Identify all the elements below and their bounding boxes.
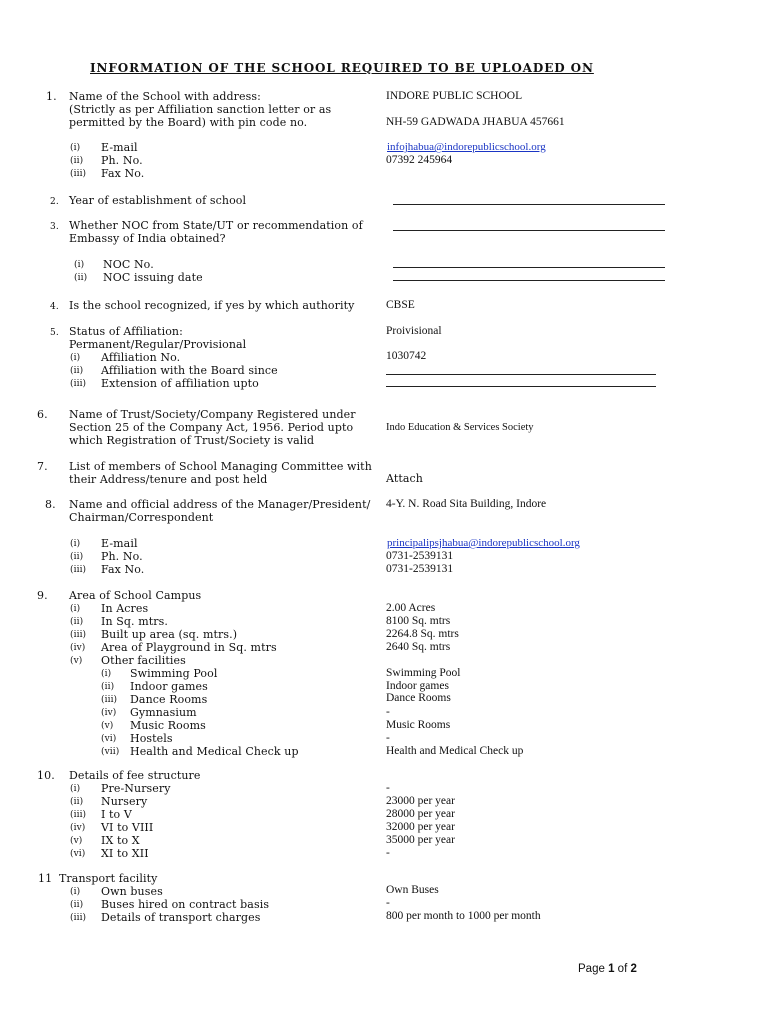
roman-numeral: (ii) <box>74 273 88 283</box>
field-label: permitted by the Board) with pin code no. <box>69 116 308 129</box>
facility-value: Swimming Pool <box>386 667 461 679</box>
roman-numeral: (iii) <box>101 695 118 705</box>
facility-value: Dance Rooms <box>386 692 451 704</box>
fee-value: 32000 per year <box>386 821 455 833</box>
blank-line <box>393 204 665 205</box>
page-word: Page <box>578 963 605 975</box>
facility-label: Health and Medical Check up <box>130 745 299 758</box>
roman-numeral: (iii) <box>70 630 87 640</box>
fee-value: 23000 per year <box>386 795 455 807</box>
affiliation-status-value: Proivisional <box>386 325 442 337</box>
field-label: Ph. No. <box>101 154 143 167</box>
roman-numeral: (i) <box>70 784 81 794</box>
item-number: 11 <box>38 872 53 885</box>
campus-area-value: 2640 Sq. mtrs <box>386 641 451 653</box>
roman-numeral: (iv) <box>101 708 117 718</box>
roman-numeral: (ii) <box>101 682 115 692</box>
current-page: 1 <box>608 963 615 975</box>
field-label: Whether NOC from State/UT or recommendation of <box>69 219 363 232</box>
fee-value: 35000 per year <box>386 834 455 846</box>
fee-class-label: I to V <box>101 808 132 821</box>
field-label: In Acres <box>101 602 149 615</box>
roman-numeral: (vi) <box>101 734 117 744</box>
field-label: Area of Playground in Sq. mtrs <box>101 641 277 654</box>
school-address-value: NH-59 GADWADA JHABUA 457661 <box>386 116 565 128</box>
roman-numeral: (ii) <box>70 797 84 807</box>
fee-class-label: Pre-Nursery <box>101 782 171 795</box>
committee-list-value: Attach <box>386 472 423 485</box>
roman-numeral: (ii) <box>70 156 84 166</box>
field-label: Embassy of India obtained? <box>69 232 226 245</box>
field-label: Name of the School with address: <box>69 90 261 103</box>
facility-value: - <box>386 732 390 744</box>
roman-numeral: (v) <box>101 721 114 731</box>
item-number: 10. <box>37 769 55 782</box>
roman-numeral: (i) <box>74 260 85 270</box>
item-number: 7. <box>37 460 48 473</box>
roman-numeral: (i) <box>70 143 81 153</box>
fee-value: 28000 per year <box>386 808 455 820</box>
field-label: List of members of School Managing Committee with <box>69 460 372 473</box>
fee-value: - <box>386 847 390 859</box>
item-number: 2. <box>50 197 59 207</box>
field-label: (Strictly as per Affiliation sanction letter or as <box>69 103 332 116</box>
field-label: Fax No. <box>101 563 145 576</box>
roman-numeral: (ii) <box>70 900 84 910</box>
fee-class-label: Nursery <box>101 795 148 808</box>
fee-value: - <box>386 782 390 794</box>
recognition-authority-value: CBSE <box>386 299 415 311</box>
field-label: Buses hired on contract basis <box>101 898 270 911</box>
field-label: Own buses <box>101 885 163 898</box>
fee-class-label: XI to XII <box>101 847 149 860</box>
total-pages: 2 <box>630 963 637 975</box>
roman-numeral: (i) <box>70 604 81 614</box>
school-phone-value: 07392 245964 <box>386 154 453 166</box>
manager-phone-value: 0731-2539131 <box>386 550 454 562</box>
field-label: Area of School Campus <box>69 589 202 602</box>
fee-class-label: VI to VIII <box>101 821 154 834</box>
roman-numeral: (vii) <box>101 747 120 757</box>
roman-numeral: (iii) <box>70 913 87 923</box>
page-number <box>578 963 637 975</box>
field-label: Year of establishment of school <box>69 194 247 207</box>
field-label: E-mail <box>101 537 138 550</box>
roman-numeral: (ii) <box>70 552 84 562</box>
roman-numeral: (iv) <box>70 823 86 833</box>
field-label: Transport facility <box>59 872 158 885</box>
item-number: 5. <box>50 328 59 338</box>
field-label: Details of transport charges <box>101 911 261 924</box>
field-label: Fax No. <box>101 167 145 180</box>
roman-numeral: (v) <box>70 836 83 846</box>
field-label: which Registration of Trust/Society is valid <box>69 434 315 447</box>
roman-numeral: (iv) <box>70 643 86 653</box>
campus-area-value: 8100 Sq. mtrs <box>386 615 451 627</box>
item-number: 3. <box>50 222 59 232</box>
blank-line <box>393 230 665 231</box>
field-label: NOC No. <box>103 258 154 271</box>
roman-numeral: (vi) <box>70 849 86 859</box>
facility-value: - <box>386 706 390 718</box>
manager-email-link[interactable]: principalipsjhabua@indorepublicschool.org <box>387 537 580 549</box>
item-number: 9. <box>37 589 48 602</box>
field-label: Chairman/Correspondent <box>69 511 214 524</box>
roman-numeral: (iii) <box>70 169 87 179</box>
field-label: Extension of affiliation upto <box>101 377 259 390</box>
roman-numeral: (i) <box>70 539 81 549</box>
field-label: their Address/tenure and post held <box>69 473 268 486</box>
roman-numeral: (ii) <box>70 366 84 376</box>
blank-line <box>393 267 665 268</box>
field-label: Affiliation with the Board since <box>101 364 278 377</box>
roman-numeral: (i) <box>70 353 81 363</box>
field-label: Other facilities <box>101 654 186 667</box>
blank-line <box>386 374 656 375</box>
blank-line <box>393 280 665 281</box>
school-email-link[interactable]: infojhabua@indorepublicschool.org <box>387 141 546 153</box>
roman-numeral: (v) <box>70 656 83 666</box>
campus-area-value: 2264.8 Sq. mtrs <box>386 628 459 640</box>
roman-numeral: (ii) <box>70 617 84 627</box>
blank-line <box>386 386 656 387</box>
facility-value: Health and Medical Check up <box>386 745 524 757</box>
field-label: Affiliation No. <box>101 351 181 364</box>
field-label: Permanent/Regular/Provisional <box>69 338 247 351</box>
facility-label: Gymnasium <box>130 706 197 719</box>
facility-value: Indoor games <box>386 680 449 692</box>
manager-fax-value: 0731-2539131 <box>386 563 454 575</box>
manager-address-value: 4-Y. N. Road Sita Building, Indore <box>386 498 547 510</box>
field-label: Details of fee structure <box>69 769 201 782</box>
facility-label: Dance Rooms <box>130 693 208 706</box>
item-number: 6. <box>37 408 48 421</box>
facility-label: Swimming Pool <box>130 667 218 680</box>
fee-class-label: IX to X <box>101 834 140 847</box>
facility-label: Music Rooms <box>130 719 206 732</box>
trust-society-value: Indo Education & Services Society <box>386 422 534 433</box>
field-label: Section 25 of the Company Act, 1956. Period upto <box>69 421 354 434</box>
field-label: E-mail <box>101 141 138 154</box>
roman-numeral: (i) <box>70 887 81 897</box>
facility-value: Music Rooms <box>386 719 451 731</box>
transport-value: - <box>386 897 390 909</box>
roman-numeral: (iii) <box>70 379 87 389</box>
of-word: of <box>617 963 628 975</box>
campus-area-value: 2.00 Acres <box>386 602 436 614</box>
field-label: Built up area (sq. mtrs.) <box>101 628 238 641</box>
transport-value: 800 per month to 1000 per month <box>386 910 541 922</box>
roman-numeral: (iii) <box>70 810 87 820</box>
field-label: Ph. No. <box>101 550 143 563</box>
school-name-value: INDORE PUBLIC SCHOOL <box>386 90 523 102</box>
field-label: Name and official address of the Manager/President/ <box>69 498 371 511</box>
item-number: 4. <box>50 302 59 312</box>
affiliation-no-value: 1030742 <box>386 350 427 362</box>
roman-numeral: (iii) <box>70 565 87 575</box>
facility-label: Indoor games <box>130 680 208 693</box>
item-number: 1. <box>46 90 57 103</box>
item-number: 8. <box>45 498 56 511</box>
page-title: INFORMATION OF THE SCHOOL REQUIRED TO BE UPLOADED ON <box>90 61 594 75</box>
transport-value: Own Buses <box>386 884 439 896</box>
facility-label: Hostels <box>130 732 173 745</box>
roman-numeral: (i) <box>101 669 112 679</box>
field-label: NOC issuing date <box>103 271 203 284</box>
field-label: Status of Affiliation: <box>69 325 183 338</box>
field-label: Name of Trust/Society/Company Registered under <box>69 408 356 421</box>
field-label: In Sq. mtrs. <box>101 615 168 628</box>
field-label: Is the school recognized, if yes by which authority <box>69 299 355 312</box>
